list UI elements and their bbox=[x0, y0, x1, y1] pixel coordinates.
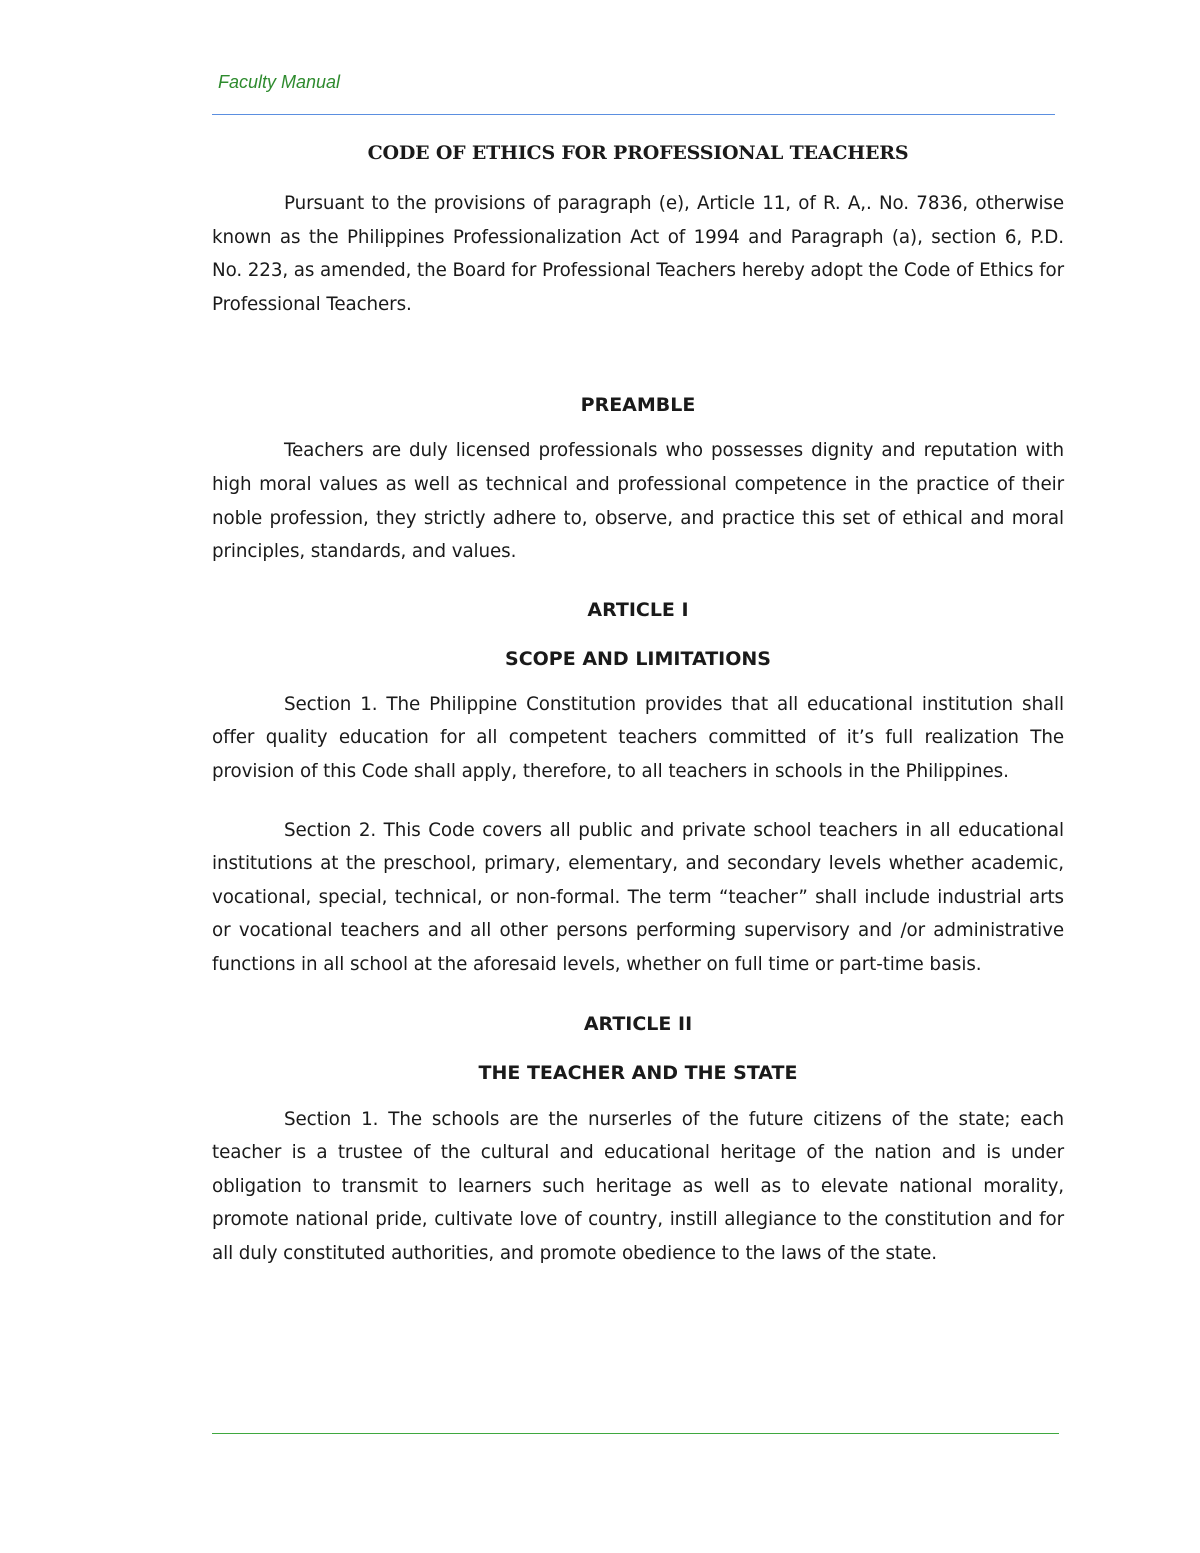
article-1-subheading: SCOPE AND LIMITATIONS bbox=[505, 647, 771, 670]
document-body bbox=[212, 138, 1064, 1270]
article-2-subheading: THE TEACHER AND THE STATE bbox=[478, 1061, 798, 1084]
footer-divider bbox=[212, 1433, 1059, 1434]
intro-paragraph: Pursuant to the provisions of paragraph (e), Article 11, of R. A,. No. 7836, otherwise known as the Philippines Professionalization Act of 1994 and Paragraph (a), section 6, P.D. No. 223, as amended, the Board for Professional Teachers hereby adopt the Code of Ethics for Professional Teachers. bbox=[212, 193, 1064, 315]
preamble-heading: PREAMBLE bbox=[580, 394, 696, 417]
preamble-paragraph: Teachers are duly licensed professionals who possesses dignity and reputation with high moral values as well as technical and professional competence in the practice of their noble profession, they strictly adhere to, observe, and practice this set of ethical and moral principles, standards, and values. bbox=[212, 440, 1064, 563]
header-label: Faculty Manual bbox=[218, 72, 341, 92]
article-1-heading: ARTICLE I bbox=[587, 598, 689, 621]
article-1-section-1: Section 1. The Philippine Constitution provides that all educational institution shall offer quality education for all competent teachers committed of it’s full realization The provision of this Code shall apply, therefore, to all teachers in schools in the Philippines. bbox=[212, 693, 1064, 782]
document-title: CODE OF ETHICS FOR PROFESSIONAL TEACHERS bbox=[367, 142, 909, 164]
header-divider bbox=[212, 114, 1055, 115]
article-1-section-2: Section 2. This Code covers all public and private school teachers in all educational institutions at the preschool, primary, elementary, and secondary levels whether academic, vocational, special, technical, or non-formal. The term “teacher” shall include industrial arts or vocational teachers and all other persons performing supervisory and /or administrative functions in all school at the aforesaid levels, whether on full time or part-time basis. bbox=[212, 819, 1064, 975]
article-2-heading: ARTICLE II bbox=[583, 1012, 693, 1035]
article-2-section-1: Section 1. The schools are the nurserles of the future citizens of the state; each teacher is a trustee of the cultural and educational heritage of the nation and is under obligation to transmit to learners such heritage as well as to elevate national morality, promote national pride, cultivate love of country, instill allegiance to the constitution and for all duly constituted authorities, and promote obedience to the laws of the state. bbox=[212, 1108, 1064, 1264]
